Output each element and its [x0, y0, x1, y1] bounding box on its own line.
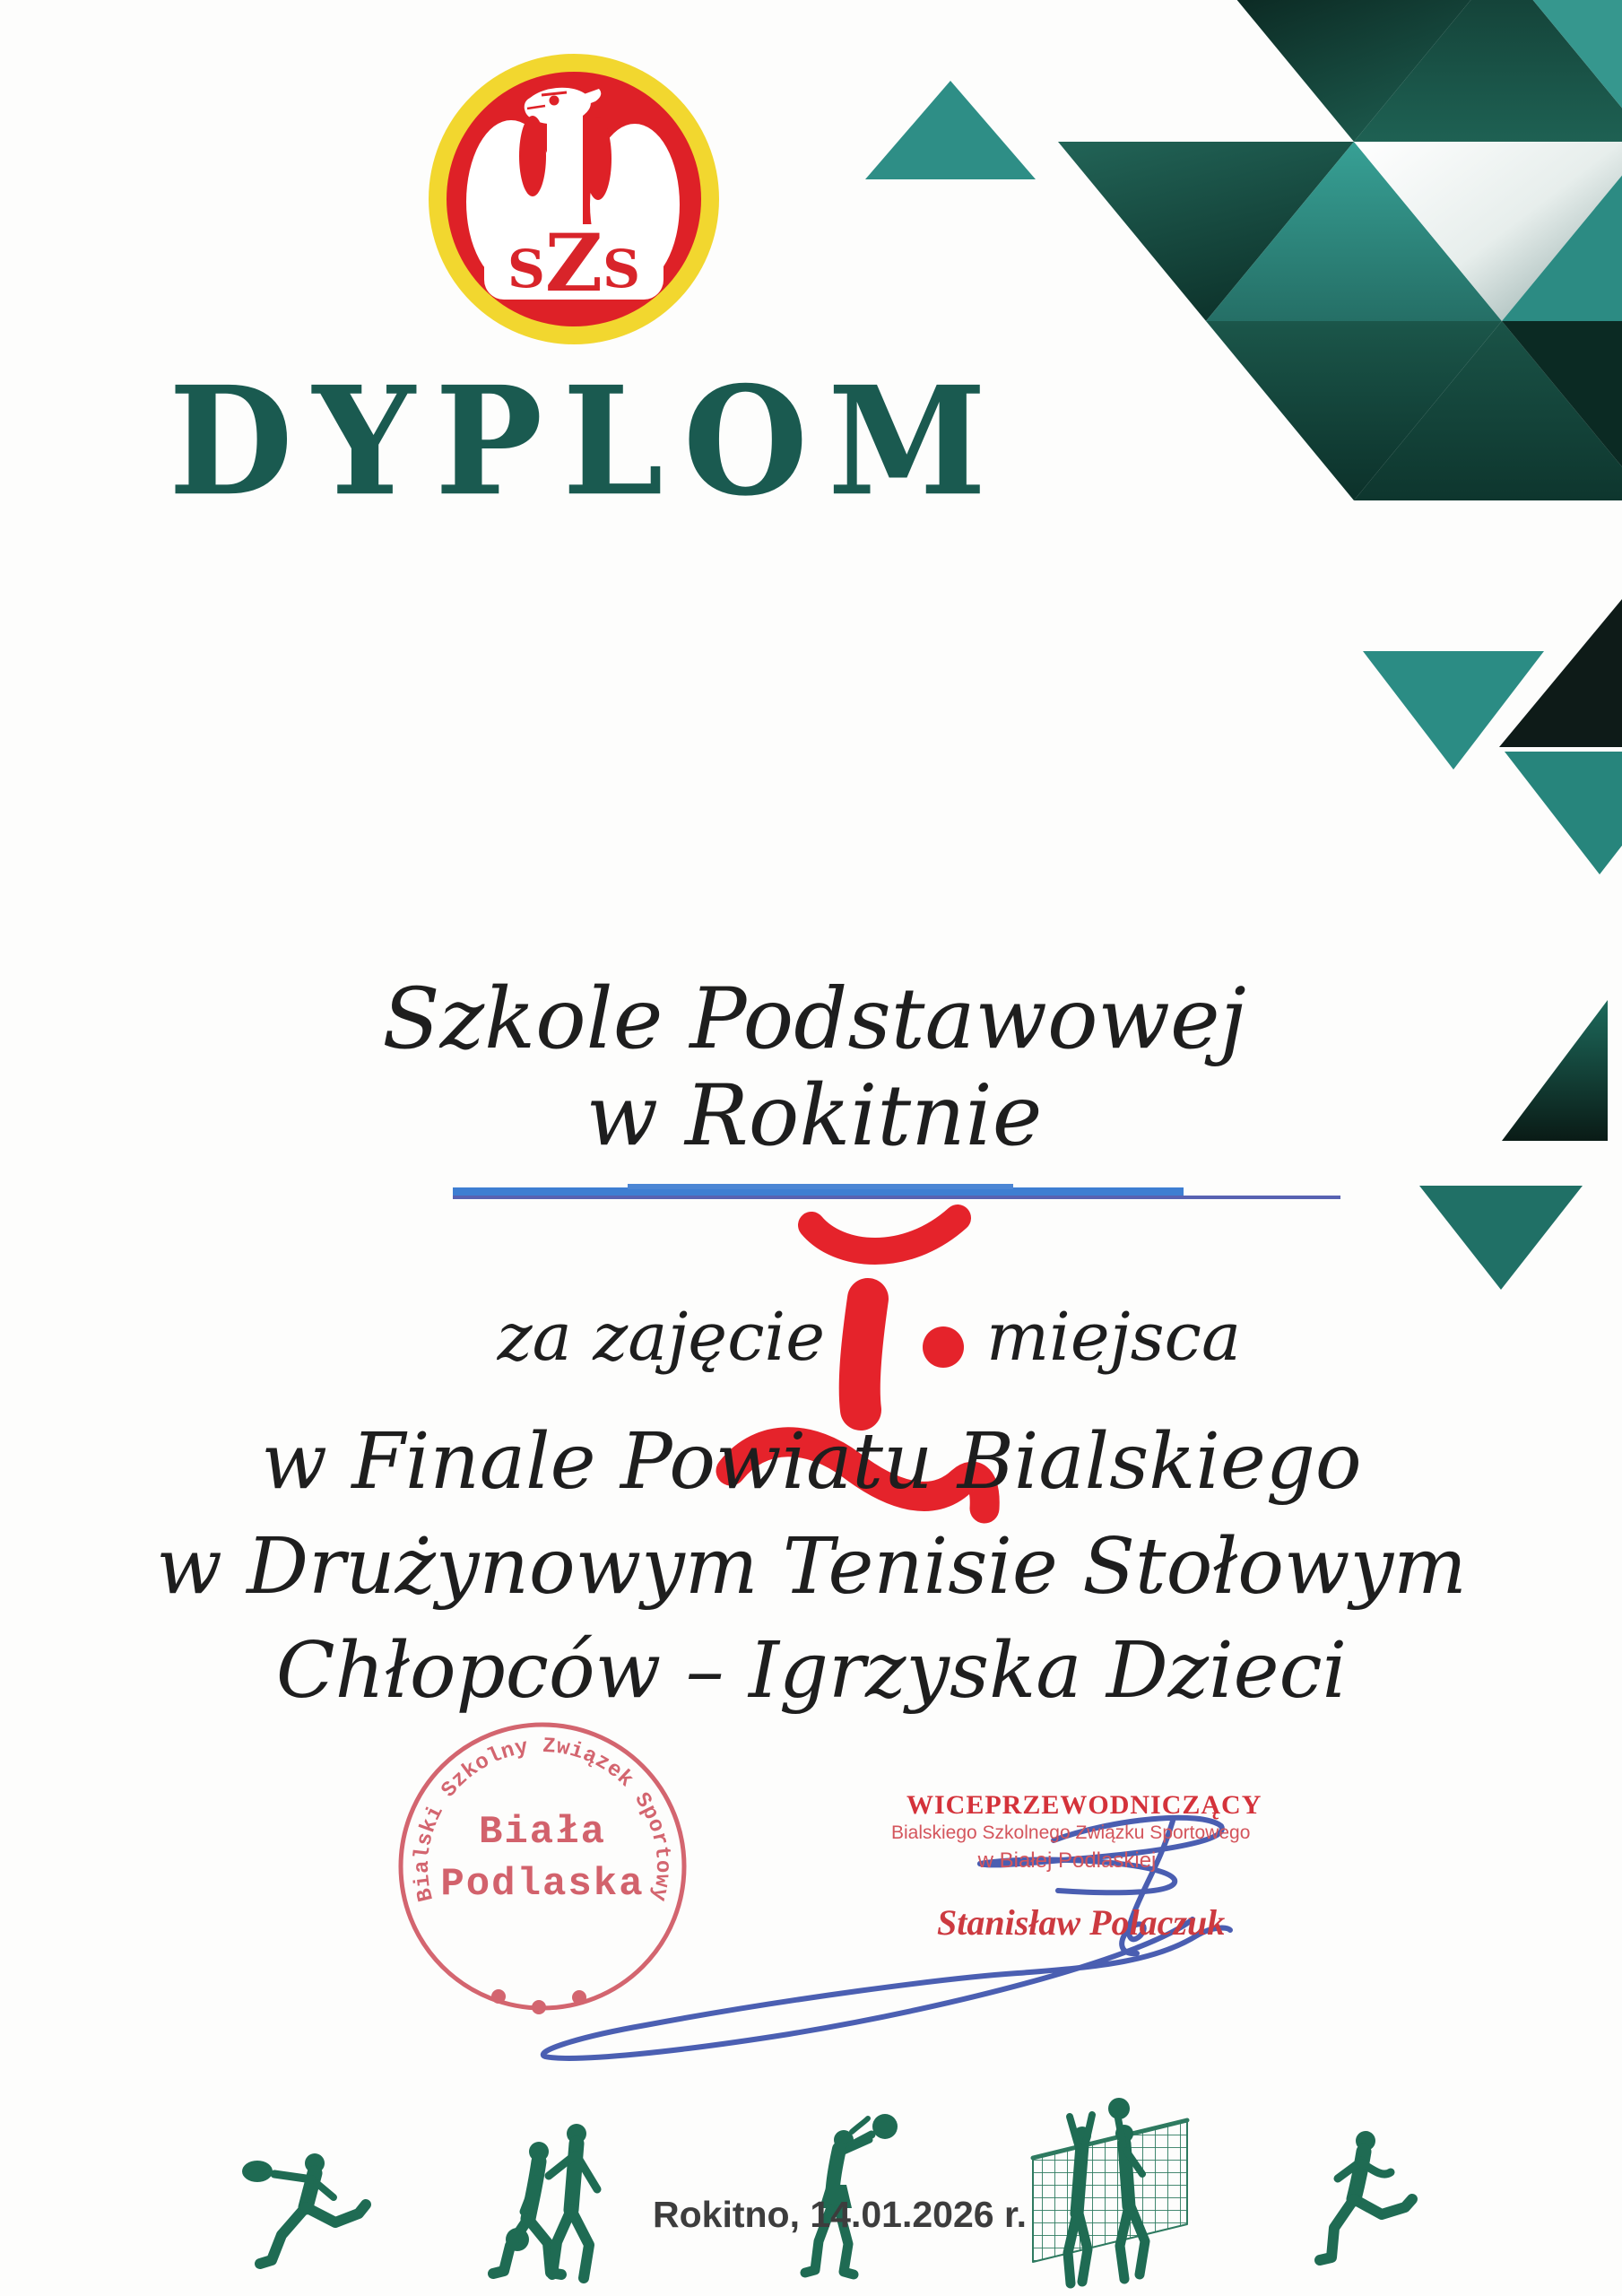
stamp-city-line-1: Biała [478, 1810, 607, 1855]
diploma-title: DYPLOM [169, 353, 1007, 529]
szs-logo [429, 54, 719, 344]
recipient-line-2: w Rokitnie [585, 1067, 1043, 1165]
basketball-players-icon [493, 2124, 597, 2278]
signature-organization: Bialskiego Szkolnego Związku Sportowego [891, 1822, 1251, 1843]
signature-city: w Białej Podlaskiej [977, 1848, 1157, 1873]
triangle-mosaic [1058, 0, 1622, 500]
signature-name: Stanisław Polaczuk [937, 1902, 1226, 1943]
signature-role-title: WICEPRZEWODNICZĄCY [906, 1790, 1262, 1820]
achievement-line-3: Chłopców – Igrzyska Dzieci [275, 1626, 1348, 1716]
runner-icon [1320, 2131, 1412, 2260]
eagle-eye [550, 96, 559, 106]
stamp-ring-text: Bialski Szkolny Związek Sportowy [410, 1734, 675, 1904]
placement-numeral [832, 1283, 874, 1407]
logo-letter-s2: S [603, 239, 641, 300]
placement-prefix: za zajęcie [497, 1299, 825, 1376]
stamp-city-line-2: Podlaska [440, 1862, 645, 1907]
placement-suffix: miejsca [986, 1299, 1242, 1376]
tennis-player-icon [242, 2153, 366, 2264]
recipient-line-1: Szkole Podstawowej [382, 970, 1246, 1068]
volleyball-net-blockers-icon [1033, 2098, 1187, 2283]
achievement-line-2: w Drużynowym Tenisie Stołowym [156, 1522, 1467, 1612]
logo-letter-s1: S [507, 239, 545, 300]
logo-letter-z: Z [544, 216, 603, 309]
underline-rule [453, 1184, 1340, 1199]
date-line: Rokitno, 14.01.2026 r. [653, 2194, 1028, 2235]
achievement-line-1: w Finale Powiatu Bialskiego [261, 1417, 1362, 1507]
sport-figures [242, 2098, 1412, 2283]
